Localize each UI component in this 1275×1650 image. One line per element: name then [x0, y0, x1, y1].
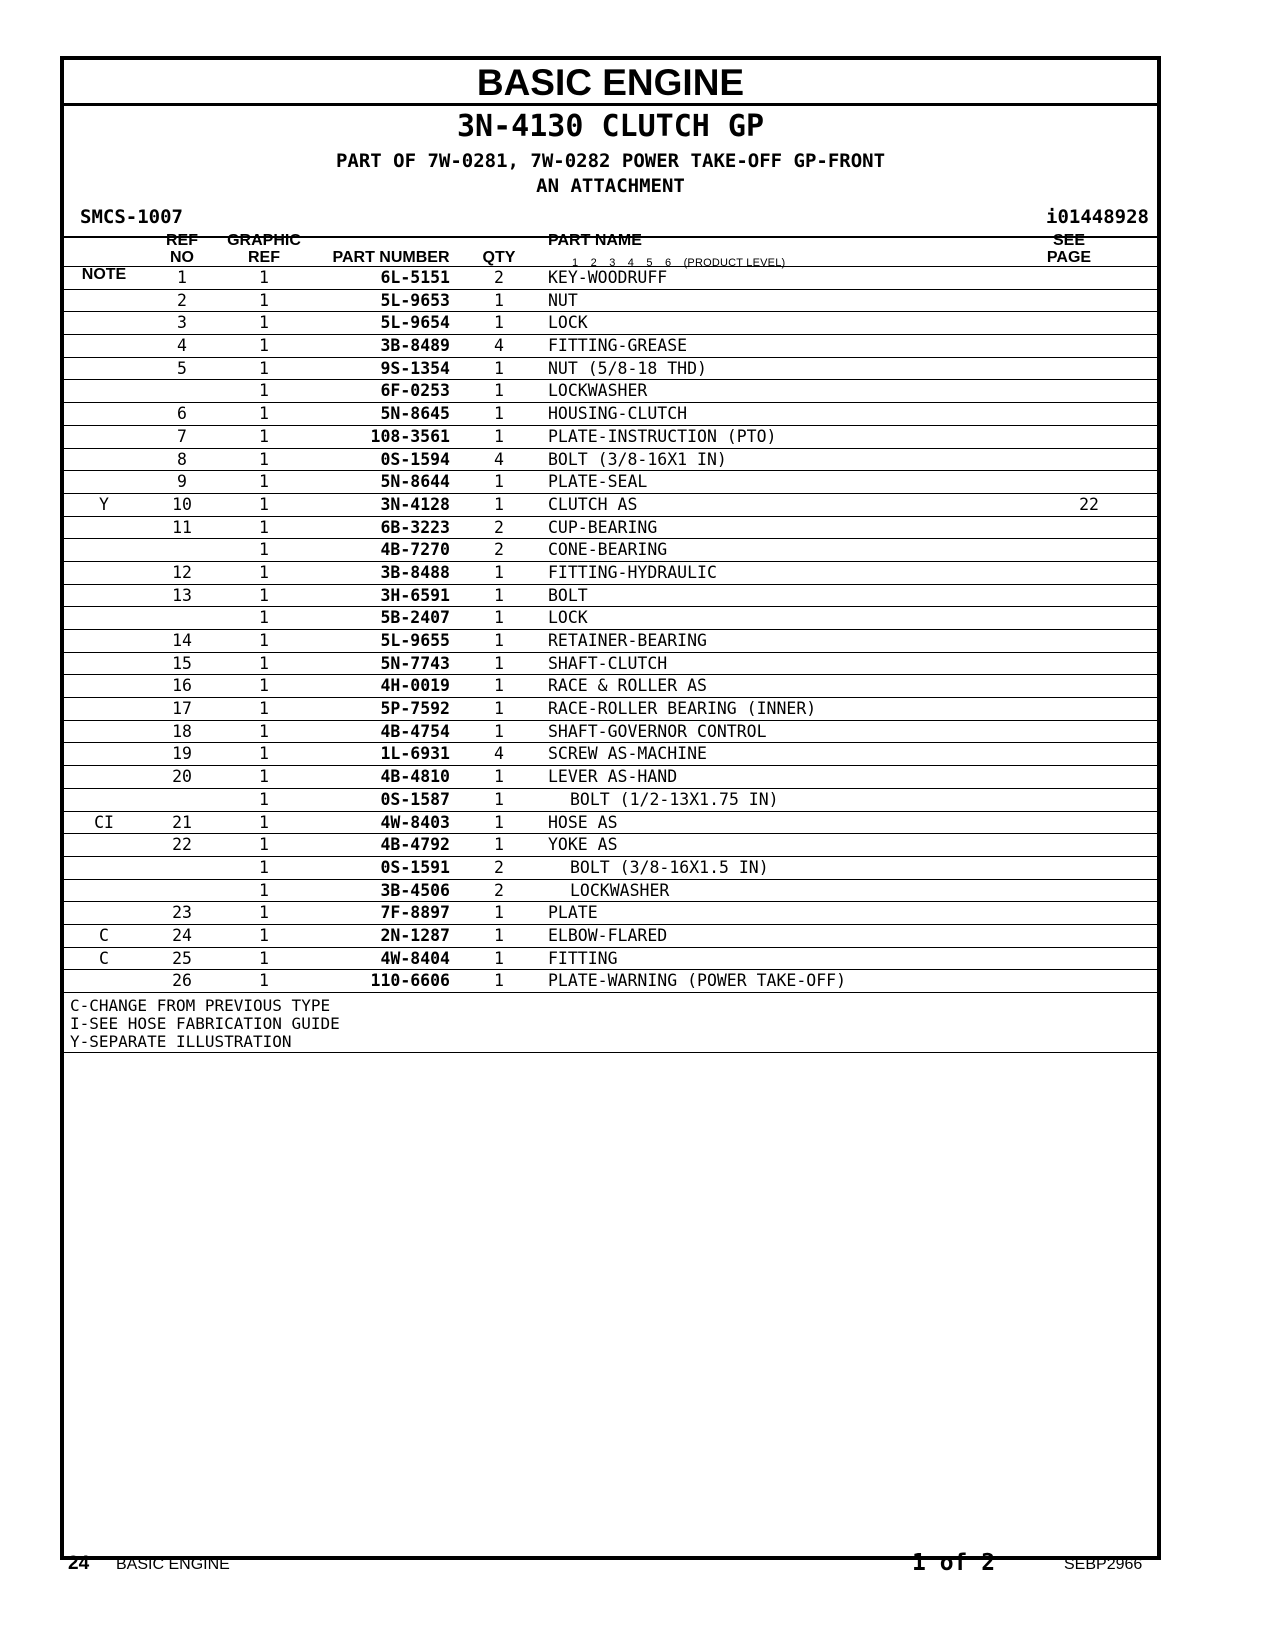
- cell-ref-no: 26: [172, 971, 192, 991]
- cell-ref-no: 8: [177, 449, 187, 469]
- cell-ref-no: 13: [172, 585, 192, 605]
- table-row: [64, 856, 1157, 879]
- cell-graphic-ref: 1: [259, 313, 269, 333]
- cell-ref-no: 2: [177, 290, 187, 310]
- cell-ref-no: 25: [172, 948, 192, 968]
- table-row: [64, 357, 1157, 380]
- cell-graphic-ref: 1: [259, 540, 269, 560]
- column-ref-label-2: NO: [170, 249, 194, 266]
- table-row: [64, 879, 1157, 902]
- cell-part-number: 0S-1587: [380, 789, 450, 809]
- cell-qty: 4: [494, 744, 504, 764]
- cell-part-name: HOSE AS: [548, 812, 618, 832]
- cell-part-name: BOLT (1/2-13X1.75 IN): [570, 789, 779, 809]
- table-row: [64, 742, 1157, 765]
- cell-ref-no: 19: [172, 744, 192, 764]
- column-part-name: [548, 232, 642, 249]
- cell-graphic-ref: 1: [259, 562, 269, 582]
- cell-part-number: 9S-1354: [380, 358, 450, 378]
- subtitle-part-of: PART OF 7W-0281, 7W-0282 POWER TAKE-OFF GP-FRONT: [335, 150, 886, 172]
- cell-ref-no: 5: [177, 358, 187, 378]
- cell-see-page: 22: [1079, 494, 1099, 514]
- table-row: [64, 561, 1157, 584]
- cell-part-number: 3H-6591: [380, 585, 450, 605]
- cell-qty: 1: [494, 358, 504, 378]
- cell-qty: 1: [494, 835, 504, 855]
- cell-qty: 1: [494, 721, 504, 741]
- table-row: [64, 765, 1157, 788]
- cell-part-number: 5L-9653: [380, 290, 450, 310]
- cell-graphic-ref: 1: [259, 381, 269, 401]
- cell-part-name: NUT: [548, 290, 578, 310]
- column-ref-no: [160, 232, 204, 266]
- cell-graphic-ref: 1: [259, 336, 269, 356]
- cell-part-name: PLATE: [548, 903, 598, 923]
- table-row: [64, 584, 1157, 607]
- cell-part-number: 1L-6931: [380, 744, 450, 764]
- cell-part-name: RACE-ROLLER BEARING (INNER): [548, 699, 817, 719]
- cell-part-number: 2N-1287: [380, 925, 450, 945]
- cell-part-number: 5P-7592: [380, 699, 450, 719]
- column-qty-label: QTY: [482, 249, 516, 266]
- table-row: [64, 720, 1157, 743]
- cell-part-name: BOLT (3/8-16X1 IN): [548, 449, 727, 469]
- cell-part-name: SHAFT-GOVERNOR CONTROL: [548, 721, 767, 741]
- cell-part-name: ELBOW-FLARED: [548, 925, 668, 945]
- cell-graphic-ref: 1: [259, 608, 269, 628]
- cell-ref-no: 17: [172, 699, 192, 719]
- parts-page-frame: [60, 56, 1161, 1560]
- cell-part-name: PLATE-WARNING (POWER TAKE-OFF): [548, 971, 847, 991]
- cell-part-number: 3N-4128: [380, 494, 450, 514]
- column-graphic-label-2: REF: [248, 249, 280, 266]
- table-row: [64, 516, 1157, 539]
- cell-graphic-ref: 1: [259, 426, 269, 446]
- cell-qty: 1: [494, 812, 504, 832]
- table-row: [64, 311, 1157, 334]
- cell-note: C: [99, 948, 109, 968]
- document-id: i01448928: [1046, 206, 1149, 228]
- note-hose-guide: I-SEE HOSE FABRICATION GUIDE: [70, 1014, 340, 1033]
- cell-part-number: 4H-0019: [380, 676, 450, 696]
- cell-part-name: LOCKWASHER: [548, 381, 648, 401]
- cell-graphic-ref: 1: [259, 631, 269, 650]
- cell-part-number: 4B-7270: [380, 540, 450, 560]
- cell-qty: 1: [494, 381, 504, 401]
- cell-part-number: 4W-8404: [380, 948, 450, 968]
- cell-ref-no: 24: [172, 925, 192, 945]
- cell-part-number: 4B-4792: [380, 835, 450, 855]
- footer-section-name: BASIC ENGINE: [116, 1556, 230, 1573]
- cell-graphic-ref: 1: [259, 789, 269, 809]
- cell-ref-no: 4: [177, 336, 187, 356]
- cell-ref-no: 22: [172, 835, 192, 855]
- table-row: [64, 334, 1157, 357]
- cell-qty: 1: [494, 653, 504, 673]
- column-see-label-2: PAGE: [1046, 249, 1092, 266]
- cell-ref-no: 10: [172, 494, 192, 514]
- subtitle-attachment: AN ATTACHMENT: [536, 175, 685, 197]
- column-graphic-label-1: GRAPHIC: [227, 232, 301, 249]
- cell-part-name: FITTING: [548, 948, 618, 968]
- cell-part-name: SCREW AS-MACHINE: [548, 744, 707, 764]
- cell-graphic-ref: 1: [259, 358, 269, 378]
- parts-list: [64, 266, 1157, 1053]
- cell-qty: 2: [494, 540, 504, 560]
- cell-graphic-ref: 1: [259, 744, 269, 764]
- cell-qty: 2: [494, 517, 504, 537]
- cell-part-name: PLATE-INSTRUCTION (PTO): [548, 426, 777, 446]
- cell-part-name: LEVER AS-HAND: [548, 767, 678, 787]
- cell-qty: 1: [494, 426, 504, 446]
- product-level-6: 6: [664, 257, 672, 269]
- cell-part-number: 4W-8403: [380, 812, 450, 832]
- table-row: [64, 833, 1157, 856]
- cell-note: Y: [99, 494, 109, 514]
- note-change: C-CHANGE FROM PREVIOUS TYPE: [70, 996, 331, 1015]
- cell-qty: 2: [494, 880, 504, 900]
- cell-graphic-ref: 1: [259, 517, 269, 537]
- cell-graphic-ref: 1: [259, 449, 269, 469]
- cell-part-name: LOCKWASHER: [570, 880, 670, 900]
- cell-qty: 4: [494, 449, 504, 469]
- cell-note: C: [99, 925, 109, 945]
- product-level-3: 3: [609, 257, 616, 269]
- cell-graphic-ref: 1: [259, 494, 269, 514]
- cell-graphic-ref: 1: [259, 971, 269, 991]
- cell-qty: 4: [494, 336, 504, 356]
- column-graphic-ref: [224, 232, 304, 266]
- cell-ref-no: 3: [177, 313, 187, 333]
- cell-qty: 1: [494, 767, 504, 787]
- table-row: [64, 448, 1157, 471]
- table-row: [64, 379, 1157, 402]
- cell-part-number: 0S-1594: [380, 449, 450, 469]
- cell-graphic-ref: 1: [259, 857, 269, 877]
- cell-graphic-ref: 1: [259, 925, 269, 945]
- note-separate-illustration: Y-SEPARATE ILLUSTRATION: [70, 1032, 292, 1051]
- cell-graphic-ref: 1: [259, 268, 269, 287]
- cell-part-name: YOKE AS: [548, 835, 618, 855]
- cell-part-name: LOCK: [548, 313, 588, 333]
- cell-graphic-ref: 1: [259, 404, 269, 424]
- cell-qty: 1: [494, 699, 504, 719]
- cell-qty: 1: [494, 585, 504, 605]
- cell-graphic-ref: 1: [259, 699, 269, 719]
- cell-qty: 2: [494, 857, 504, 877]
- cell-qty: 1: [494, 404, 504, 424]
- table-row: [64, 697, 1157, 720]
- cell-ref-no: 11: [172, 517, 192, 537]
- table-row: [64, 606, 1157, 629]
- cell-qty: 1: [494, 631, 504, 650]
- table-row: [64, 470, 1157, 493]
- cell-part-name: LOCK: [548, 608, 588, 628]
- cell-graphic-ref: 1: [259, 290, 269, 310]
- cell-qty: 1: [494, 789, 504, 809]
- cell-part-number: 3B-4506: [380, 880, 450, 900]
- footer-page-of: 1 of 2: [912, 1550, 996, 1576]
- cell-graphic-ref: 1: [259, 880, 269, 900]
- cell-part-number: 5L-9654: [380, 313, 450, 333]
- cell-ref-no: 20: [172, 767, 192, 787]
- column-ref-label-1: REF: [166, 232, 198, 249]
- column-note-label: NOTE: [81, 266, 127, 283]
- table-row: [64, 674, 1157, 697]
- cell-graphic-ref: 1: [259, 585, 269, 605]
- product-level-label: (PRODUCT LEVEL): [683, 257, 786, 269]
- cell-part-number: 0S-1591: [380, 857, 450, 877]
- cell-qty: 2: [494, 268, 504, 287]
- table-row: [64, 788, 1157, 811]
- cell-qty: 1: [494, 903, 504, 923]
- cell-graphic-ref: 1: [259, 903, 269, 923]
- cell-ref-no: 1: [177, 268, 187, 287]
- table-row: [64, 629, 1157, 652]
- cell-qty: 1: [494, 971, 504, 991]
- cell-graphic-ref: 1: [259, 472, 269, 492]
- cell-qty: 1: [494, 313, 504, 333]
- cell-part-name: CLUTCH AS: [548, 494, 638, 514]
- table-row: [64, 947, 1157, 970]
- column-part-number: [326, 249, 456, 266]
- product-level-4: 4: [627, 257, 635, 269]
- cell-ref-no: 7: [177, 426, 187, 446]
- footer-document-code: SEBP2966: [1064, 1556, 1143, 1573]
- cell-graphic-ref: 1: [259, 948, 269, 968]
- cell-part-name: NUT (5/8-18 THD): [548, 358, 707, 378]
- table-row: [64, 811, 1157, 834]
- cell-part-number: 6L-5151: [380, 268, 450, 287]
- cell-part-number: 5L-9655: [380, 631, 450, 650]
- cell-part-number: 6F-0253: [380, 381, 450, 401]
- cell-part-name: BOLT (3/8-16X1.5 IN): [570, 857, 769, 877]
- cell-ref-no: 21: [172, 812, 192, 832]
- product-level-5: 5: [646, 257, 653, 269]
- cell-ref-no: 12: [172, 562, 192, 582]
- table-row: [64, 402, 1157, 425]
- product-level-2: 2: [590, 257, 597, 269]
- cell-qty: 1: [494, 676, 504, 696]
- cell-qty: 1: [494, 562, 504, 582]
- column-part-number-label: PART NUMBER: [332, 249, 450, 266]
- table-row: [64, 266, 1157, 289]
- cell-part-number: 5B-2407: [380, 608, 450, 628]
- cell-part-number: 4B-4754: [380, 721, 450, 741]
- cell-part-number: 5N-8645: [380, 404, 450, 424]
- cell-graphic-ref: 1: [259, 676, 269, 696]
- cell-graphic-ref: 1: [259, 767, 269, 787]
- product-level-1: 1: [572, 257, 579, 269]
- cell-graphic-ref: 1: [259, 835, 269, 855]
- cell-qty: 1: [494, 608, 504, 628]
- cell-ref-no: 9: [177, 472, 187, 492]
- group-title: 3N-4130 CLUTCH GP: [456, 109, 765, 144]
- cell-part-number: 3B-8488: [380, 562, 450, 582]
- cell-qty: 1: [494, 494, 504, 514]
- table-row: [64, 652, 1157, 675]
- cell-part-number: 6B-3223: [380, 517, 450, 537]
- cell-part-number: 3B-8489: [380, 336, 450, 356]
- cell-part-name: FITTING-HYDRAULIC: [548, 562, 717, 582]
- cell-ref-no: 15: [172, 653, 192, 673]
- cell-part-number: 7F-8897: [380, 903, 450, 923]
- table-row: [64, 289, 1157, 312]
- cell-ref-no: 23: [172, 903, 192, 923]
- cell-part-number: 110-6606: [370, 971, 450, 991]
- table-row: [64, 901, 1157, 924]
- smcs-code: SMCS-1007: [80, 206, 183, 228]
- column-see-label-1: SEE: [1052, 232, 1085, 249]
- cell-part-name: PLATE-SEAL: [548, 472, 648, 492]
- cell-part-name: BOLT: [548, 585, 588, 605]
- cell-part-number: 5N-8644: [380, 472, 450, 492]
- table-row: [64, 924, 1157, 947]
- cell-qty: 1: [494, 472, 504, 492]
- cell-qty: 1: [494, 948, 504, 968]
- cell-graphic-ref: 1: [259, 721, 269, 741]
- cell-part-name: CUP-BEARING: [548, 517, 658, 537]
- table-row: [64, 969, 1157, 992]
- cell-part-name: KEY-WOODRUFF: [548, 268, 668, 287]
- cell-qty: 1: [494, 290, 504, 310]
- cell-part-name: SHAFT-CLUTCH: [548, 653, 668, 673]
- footer-page-number: 24: [68, 1553, 90, 1574]
- section-title: BASIC ENGINE: [64, 60, 1157, 106]
- cell-graphic-ref: 1: [259, 812, 269, 832]
- cell-part-name: RETAINER-BEARING: [548, 631, 707, 650]
- table-row: [64, 425, 1157, 448]
- cell-qty: 1: [494, 925, 504, 945]
- table-row: [64, 493, 1157, 516]
- column-qty: [479, 249, 519, 266]
- parts-rows: [64, 266, 1157, 992]
- cell-part-name: FITTING-GREASE: [548, 336, 688, 356]
- cell-part-name: HOUSING-CLUTCH: [548, 404, 688, 424]
- table-row: [64, 538, 1157, 561]
- column-see-page: [1039, 232, 1099, 266]
- cell-ref-no: 14: [172, 631, 192, 650]
- cell-ref-no: 18: [172, 721, 192, 741]
- cell-ref-no: 16: [172, 676, 192, 696]
- cell-part-name: CONE-BEARING: [548, 540, 668, 560]
- cell-part-name: RACE & ROLLER AS: [548, 676, 707, 696]
- cell-note: CI: [94, 812, 114, 832]
- column-part-name-label: PART NAME: [548, 232, 642, 249]
- cell-ref-no: 6: [177, 404, 187, 424]
- cell-graphic-ref: 1: [259, 653, 269, 673]
- cell-part-number: 108-3561: [370, 426, 450, 446]
- cell-part-number: 5N-7743: [380, 653, 450, 673]
- notes-legend: [64, 993, 1157, 1053]
- cell-part-number: 4B-4810: [380, 767, 450, 787]
